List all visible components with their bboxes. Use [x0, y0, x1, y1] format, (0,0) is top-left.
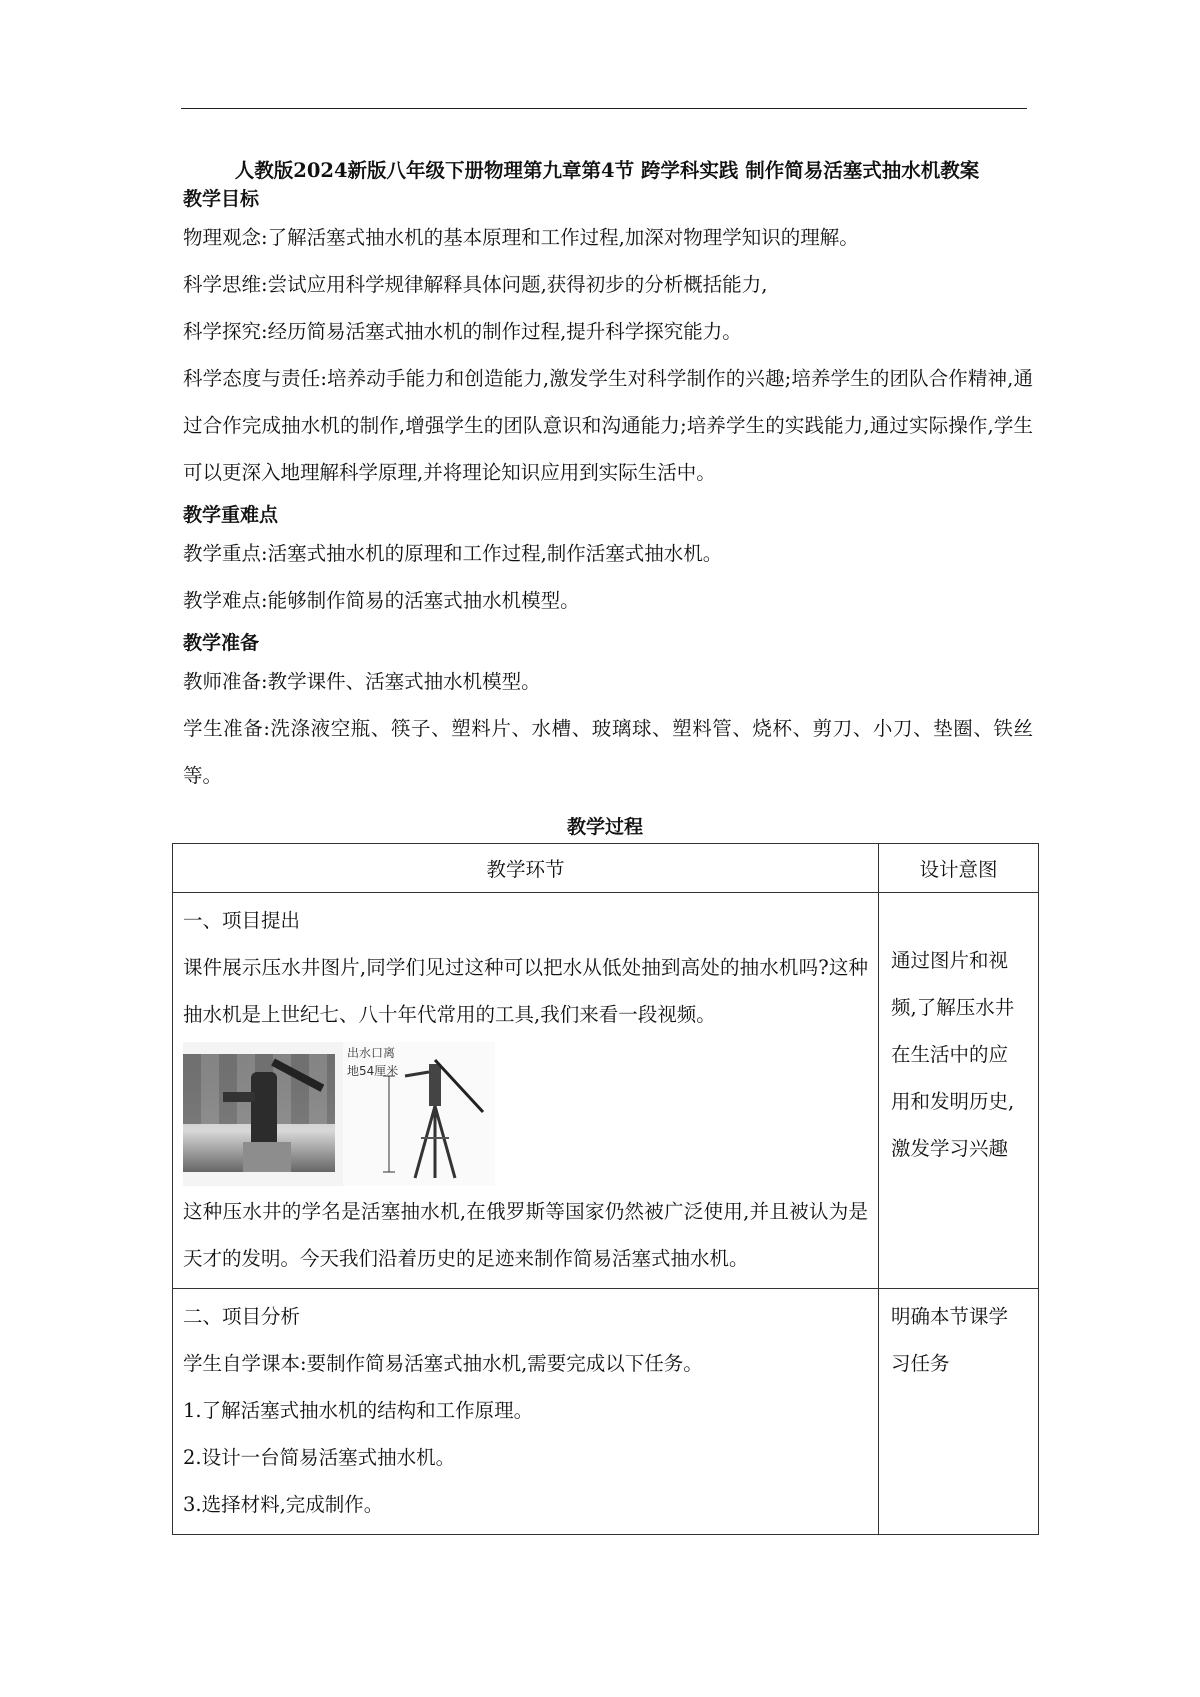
table-row	[173, 1289, 1039, 1535]
stage-cell	[173, 893, 879, 1289]
stage-text: 课件展示压水井图片,同学们见过这种可以把水从低处抽到高处的抽水机吗?这种抽水机是上世纪七、八十年代常用的工具,我们来看一段视频。	[183, 956, 868, 1026]
column-header-intent: 设计意图	[879, 844, 1039, 893]
goal-paragraph: 科学思维:尝试应用科学规律解释具体问题,获得初步的分析概括能力,	[183, 273, 768, 296]
table-row	[173, 893, 1039, 1289]
table-header-row	[173, 844, 1039, 893]
task-item: 3.选择材料,完成制作。	[183, 1493, 384, 1516]
document-body	[183, 148, 1033, 799]
pump-photo	[183, 1054, 335, 1172]
diagram-caption-line: 出水口离	[347, 1046, 396, 1060]
intent-cell: 通过图片和视频,了解压水井在生活中的应用和发明历史,激发学习兴趣	[879, 893, 1039, 1289]
key-point-paragraph: 教学重点:活塞式抽水机的原理和工作过程,制作活塞式抽水机。	[183, 542, 723, 565]
document-title: 人教版2024新版八年级下册物理第九章第4节 跨学科实践 制作简易活塞式抽水机教案	[234, 159, 980, 182]
goal-paragraph: 科学探究:经历简易活塞式抽水机的制作过程,提升科学探究能力。	[183, 320, 742, 343]
section-heading-goals: 教学目标	[183, 188, 260, 210]
diagram-caption-line: 地54厘米	[347, 1064, 399, 1078]
prep-paragraph: 学生准备:洗涤液空瓶、筷子、塑料片、水槽、玻璃球、塑料管、烧杯、剪刀、小刀、垫圈、铁丝等。	[183, 717, 1033, 787]
intent-cell: 明确本节课学习任务	[879, 1289, 1039, 1535]
stage-title: 一、项目提出	[183, 909, 301, 932]
stage-text: 学生自学课本:要制作简易活塞式抽水机,需要完成以下任务。	[183, 1352, 703, 1375]
stage-text: 这种压水井的学名是活塞抽水机,在俄罗斯等国家仍然被广泛使用,并且被认为是天才的发明。今天我们沿着历史的足迹来制作简易活塞式抽水机。	[183, 1200, 868, 1270]
teaching-process-table	[172, 843, 1039, 1535]
task-item: 1.了解活塞式抽水机的结构和工作原理。	[183, 1399, 534, 1422]
key-point-paragraph: 教学难点:能够制作简易的活塞式抽水机模型。	[183, 589, 580, 612]
section-heading-preparation: 教学准备	[183, 632, 260, 654]
prep-paragraph: 教师准备:教学课件、活塞式抽水机模型。	[183, 670, 541, 693]
task-item: 2.设计一台简易活塞式抽水机。	[183, 1446, 456, 1469]
pump-diagram	[343, 1042, 495, 1186]
goal-paragraph: 物理观念:了解活塞式抽水机的基本原理和工作过程,加深对物理学知识的理解。	[183, 226, 859, 249]
header-rule	[181, 108, 1027, 109]
goal-paragraph: 科学态度与责任:培养动手能力和创造能力,激发学生对科学制作的兴趣;培养学生的团队合作精神,通过合作完成抽水机的制作,增强学生的团队意识和沟通能力;培养学生的实践能力,通过实际操作,学生可以更深入地理解科学原理,并将理论知识应用到实际生活中。	[183, 367, 1033, 484]
process-title: 教学过程	[566, 816, 643, 838]
water-pump-figure	[183, 1042, 495, 1186]
column-header-stage: 教学环节	[173, 844, 879, 893]
pump-tripod-drawing	[343, 1042, 495, 1186]
stage-cell	[173, 1289, 879, 1535]
stage-title: 二、项目分析	[183, 1305, 301, 1328]
section-heading-key-points: 教学重难点	[183, 504, 279, 526]
